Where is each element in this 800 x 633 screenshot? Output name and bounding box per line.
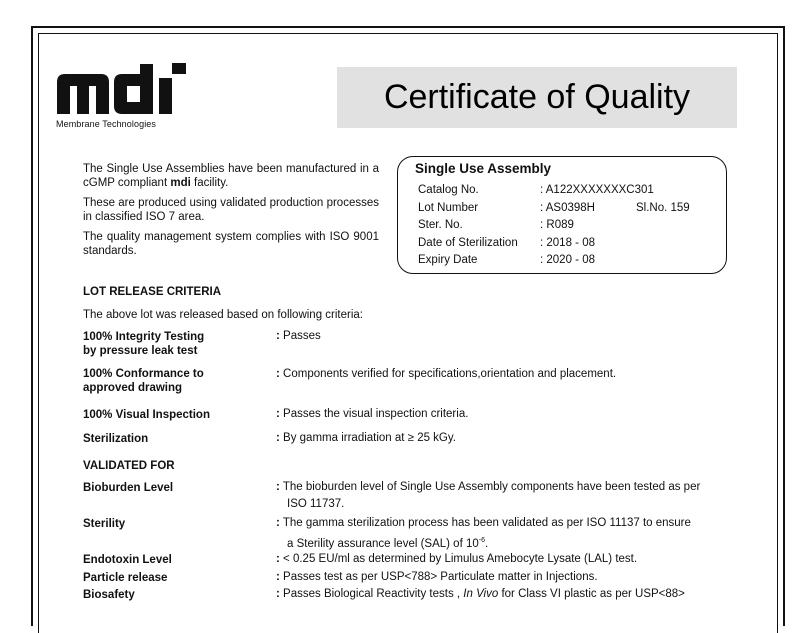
mdi-logo-mark	[56, 62, 191, 118]
sterility-line-1: The gamma sterilization process has been validated as per ISO 11137 to ensure	[282, 517, 691, 529]
criteria-label-line: Sterilization	[83, 433, 149, 445]
lot-number-label: Lot Number	[418, 202, 479, 214]
biosafety-label: Biosafety	[83, 589, 135, 601]
criteria-label-line: 100% Visual Inspection	[83, 409, 210, 421]
criteria-value-conformance: : Components verified for specifications,orientation and placement.	[276, 368, 617, 380]
logo-subtitle: Membrane Technologies	[56, 119, 156, 129]
biosafety-text: Passes Biological Reactivity tests ,	[283, 588, 461, 600]
criteria-label-line: 100% Integrity Testing	[83, 331, 205, 343]
criteria-value-text: By gamma irradiation at ≥ 25 kGy.	[283, 432, 456, 444]
catalog-label: Catalog No.	[418, 184, 479, 196]
intro-p2-text: These are produced using validated production processes in classified ISO 7 area.	[83, 197, 379, 223]
bioburden-line-1: The bioburden level of Single Use Assembly components have been tested as per	[282, 481, 701, 493]
ster-no-label: Ster. No.	[418, 219, 463, 231]
validated-heading: VALIDATED FOR	[83, 460, 175, 472]
sterility-exponent: -6	[478, 537, 485, 544]
criteria-label-sterilization	[83, 432, 148, 446]
intro-p1-text: The Single Use Assemblies have been manufactured in a cGMP compliant	[83, 163, 379, 189]
intro-p3-text: The quality management system complies with ISO 9001 standards.	[83, 231, 379, 257]
intro-paragraph-2	[83, 196, 379, 224]
title-banner	[337, 67, 737, 128]
particle-release-label: Particle release	[83, 572, 168, 584]
mdi-logo	[56, 62, 191, 118]
particle-release-value: : Passes test as per USP<788> Particulate matter in Injections.	[276, 571, 598, 583]
criteria-value-text: Passes	[283, 330, 321, 342]
criteria-label-line: approved drawing	[83, 382, 183, 394]
sterilization-date-value: : 2018 - 08	[540, 237, 595, 249]
criteria-label-conformance	[83, 367, 204, 395]
endotoxin-text: < 0.25 EU/ml as determined by Limulus Amebocyte Lysate (LAL) test.	[283, 553, 638, 565]
expiry-date-label: Expiry Date	[418, 254, 478, 266]
lot-number-value: : AS0398H	[540, 202, 595, 214]
particle-release-text: Passes test as per USP<788> Particulate matter in Injections.	[283, 571, 598, 583]
criteria-value-text: Passes the visual inspection criteria.	[283, 408, 469, 420]
page-title: Certificate of Quality	[383, 78, 691, 116]
criteria-label-line: 100% Conformance to	[83, 368, 204, 380]
criteria-value-text: Components verified for specifications,orientation and placement.	[283, 368, 617, 380]
sterility-line-2-end: .	[485, 537, 489, 550]
sterility-line-2-text: a Sterility assurance level (SAL) of 10	[287, 537, 479, 550]
ster-no-value: : R089	[540, 219, 574, 231]
bioburden-line-2: ISO 11737.	[287, 498, 345, 510]
bioburden-label: Bioburden Level	[83, 482, 174, 494]
criteria-label-integrity	[83, 330, 204, 358]
bioburden-value: : The bioburden level of Single Use Assembly components have been tested as per ISO 11737.	[276, 479, 732, 513]
intro-paragraph-1	[83, 162, 379, 190]
sterilization-date-label: Date of Sterilization	[418, 237, 518, 249]
sterility-line-2	[276, 532, 732, 553]
biosafety-text-end: for Class VI plastic as per USP<88>	[501, 588, 685, 600]
endotoxin-value: : < 0.25 EU/ml as determined by Limulus Amebocyte Lysate (LAL) test.	[276, 553, 638, 565]
intro-paragraph-3	[83, 230, 379, 258]
biosafety-italic: In Vivo	[463, 588, 499, 600]
criteria-value-sterilization: : By gamma irradiation at ≥ 25 kGy.	[276, 432, 456, 444]
expiry-date-value: : 2020 - 08	[540, 254, 595, 266]
sterility-label: Sterility	[83, 518, 126, 530]
catalog-value: : A122XXXXXXXC301	[540, 184, 654, 196]
lot-release-intro: The above lot was released based on following criteria:	[83, 309, 363, 321]
assembly-heading: Single Use Assembly	[415, 161, 552, 176]
sterility-value: : The gamma sterilization process has been validated as per ISO 11137 to ensure a Sterility assurance level (SAL) of $10^{-6}$.	[276, 515, 732, 553]
biosafety-value: : Passes Biological Reactivity tests , In Vivo for Class VI plastic as per USP<88>	[276, 588, 685, 600]
intro-p1-end: facility.	[194, 177, 229, 189]
serial-number: Sl.No. 159	[636, 202, 690, 214]
criteria-label-line: by pressure leak test	[83, 345, 198, 357]
lot-release-heading: LOT RELEASE CRITERIA	[83, 286, 222, 298]
endotoxin-label: Endotoxin Level	[83, 554, 172, 566]
criteria-value-integrity: : Passes	[276, 330, 321, 342]
criteria-value-visual: : Passes the visual inspection criteria.	[276, 408, 469, 420]
intro-brand: mdi	[170, 177, 191, 189]
criteria-label-visual	[83, 408, 210, 422]
